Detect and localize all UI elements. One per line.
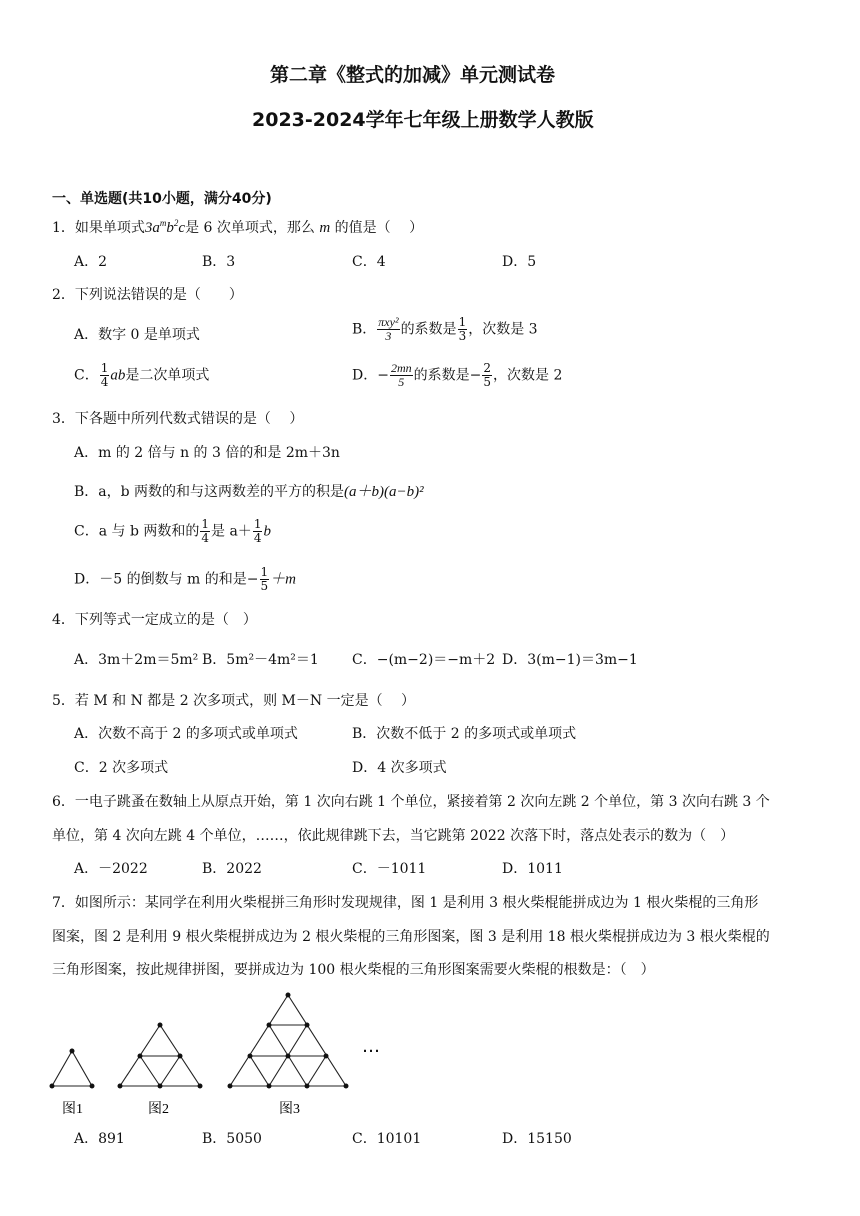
question-7-line-1: 7．如图所示：某同学在利用火柴棍拼三角形时发现规律，图 1 是利用 3 根火柴棍能拼成边为 1 根火柴棍的三角形 (52, 895, 759, 911)
figure-2-triangle (120, 1025, 200, 1086)
question-3: 3．下各题中所列代数式错误的是（ ） (52, 411, 304, 427)
q4-option-a[interactable]: A．3m＋2m＝5m² (74, 652, 199, 668)
q5-option-a[interactable]: A．次数不高于 2 的多项式或单项式 (74, 726, 298, 742)
figure-2-caption: 图2 (148, 1102, 169, 1117)
page-subtitle: 2023-2024学年七年级上册数学人教版 (252, 109, 594, 131)
matchstick-triangle-figure (44, 990, 404, 1120)
q1-option-d[interactable]: D．5 (502, 254, 537, 270)
q2-option-a[interactable]: A．数字 0 是单项式 (74, 327, 200, 343)
question-2: 2．下列说法错误的是（ ） (52, 287, 243, 303)
q4-option-b[interactable]: B．5m²－4m²＝1 (202, 652, 319, 668)
q3-option-d[interactable]: D．－5 的倒数与 m 的和是− $\frac{1}{5}$ ＋m (74, 565, 296, 594)
q1-option-b[interactable]: B．3 (202, 254, 236, 270)
question-5: 5．若 M 和 N 都是 2 次多项式，则 M－N 一定是（ ） (52, 693, 416, 709)
question-6-line-1: 6．一电子跳蚤在数轴上从原点开始，第 1 次向右跳 1 个单位，紧接着第 2 次向左跳 2 个单位，第 3 次向右跳 3 个 (52, 794, 770, 810)
q1-monomial: $3a^mb^2c$ (144, 218, 186, 236)
q2-option-d[interactable]: D．− $\frac{2mn}{5}$ 的系数是− $\frac{2}{5}$ ，次数是 2 (352, 361, 563, 390)
q1-stem-c: 的值是（ ） (334, 220, 424, 236)
q6-option-c[interactable]: C．－1011 (352, 861, 427, 877)
q2-option-c[interactable]: C． $\frac{1}{4}$ ab是二次单项式 (74, 361, 210, 390)
q7-option-d[interactable]: D．15150 (502, 1131, 572, 1147)
q5-option-c[interactable]: C．2 次多项式 (74, 760, 169, 776)
q6-option-a[interactable]: A．－2022 (74, 861, 148, 877)
q3-option-b[interactable]: B．a，b 两数的和与这两数差的平方的积是(a＋b)(a−b)² (74, 484, 424, 500)
question-7-line-3: 三角形图案，按此规律拼图，要拼成边为 100 根火柴棍的三角形图案需要火柴棍的根数是：（ ） (52, 962, 655, 978)
figure-ellipsis: … (362, 1036, 380, 1057)
section-heading: 一、单选题(共10小题，满分40分) (52, 191, 272, 207)
q7-option-c[interactable]: C．10101 (352, 1131, 422, 1147)
q2-option-b[interactable]: B． $\frac{\text{πxy²}}{3}$ 的系数是 $\frac{1}{3}$ ，次数是 3 (352, 315, 538, 344)
q5-option-d[interactable]: D．4 次多项式 (352, 760, 447, 776)
q6-option-b[interactable]: B．2022 (202, 861, 262, 877)
q4-option-d[interactable]: D．3(m−1)＝3m−1 (502, 652, 638, 668)
q7-option-a[interactable]: A．891 (74, 1131, 125, 1147)
q6-option-d[interactable]: D．1011 (502, 861, 563, 877)
q5-option-b[interactable]: B．次数不低于 2 的多项式或单项式 (352, 726, 577, 742)
figure-1-caption: 图1 (62, 1102, 83, 1117)
figure-1-triangle (52, 1051, 92, 1086)
q3-option-a[interactable]: A．m 的 2 倍与 n 的 3 倍的和是 2m＋3n (74, 445, 340, 461)
page-title: 第二章《整式的加减》单元测试卷 (270, 64, 556, 86)
figure-3-triangle (230, 995, 346, 1086)
q4-option-c[interactable]: C．−(m−2)＝−m＋2 (352, 652, 496, 668)
q3-option-c[interactable]: C．a 与 b 两数和的 $\frac{1}{4}$ 是 a＋ $\frac{1}{4}$ b (74, 517, 271, 546)
q1-option-c[interactable]: C．4 (352, 254, 386, 270)
question-4: 4．下列等式一定成立的是（ ） (52, 612, 257, 628)
q1-option-a[interactable]: A．2 (74, 254, 108, 270)
q7-option-b[interactable]: B．5050 (202, 1131, 262, 1147)
question-7-line-2: 图案，图 2 是利用 9 根火柴棍拼成边为 2 根火柴棍的三角形图案，图 3 是利用 18 根火柴棍拼成边为 3 根火柴棍的 (52, 929, 770, 945)
q1-stem-b: 是 6 次单项式，那么 (185, 220, 315, 236)
q1-var: m (319, 220, 331, 236)
figure-3-caption: 图3 (279, 1102, 300, 1117)
question-1 (52, 219, 423, 236)
question-6-line-2: 单位，第 4 次向左跳 4 个单位，……，依此规律跳下去，当它跳第 2022 次落下时，落点处表示的数为（ ） (52, 828, 735, 844)
q1-stem-a: 1．如果单项式 (52, 220, 145, 236)
